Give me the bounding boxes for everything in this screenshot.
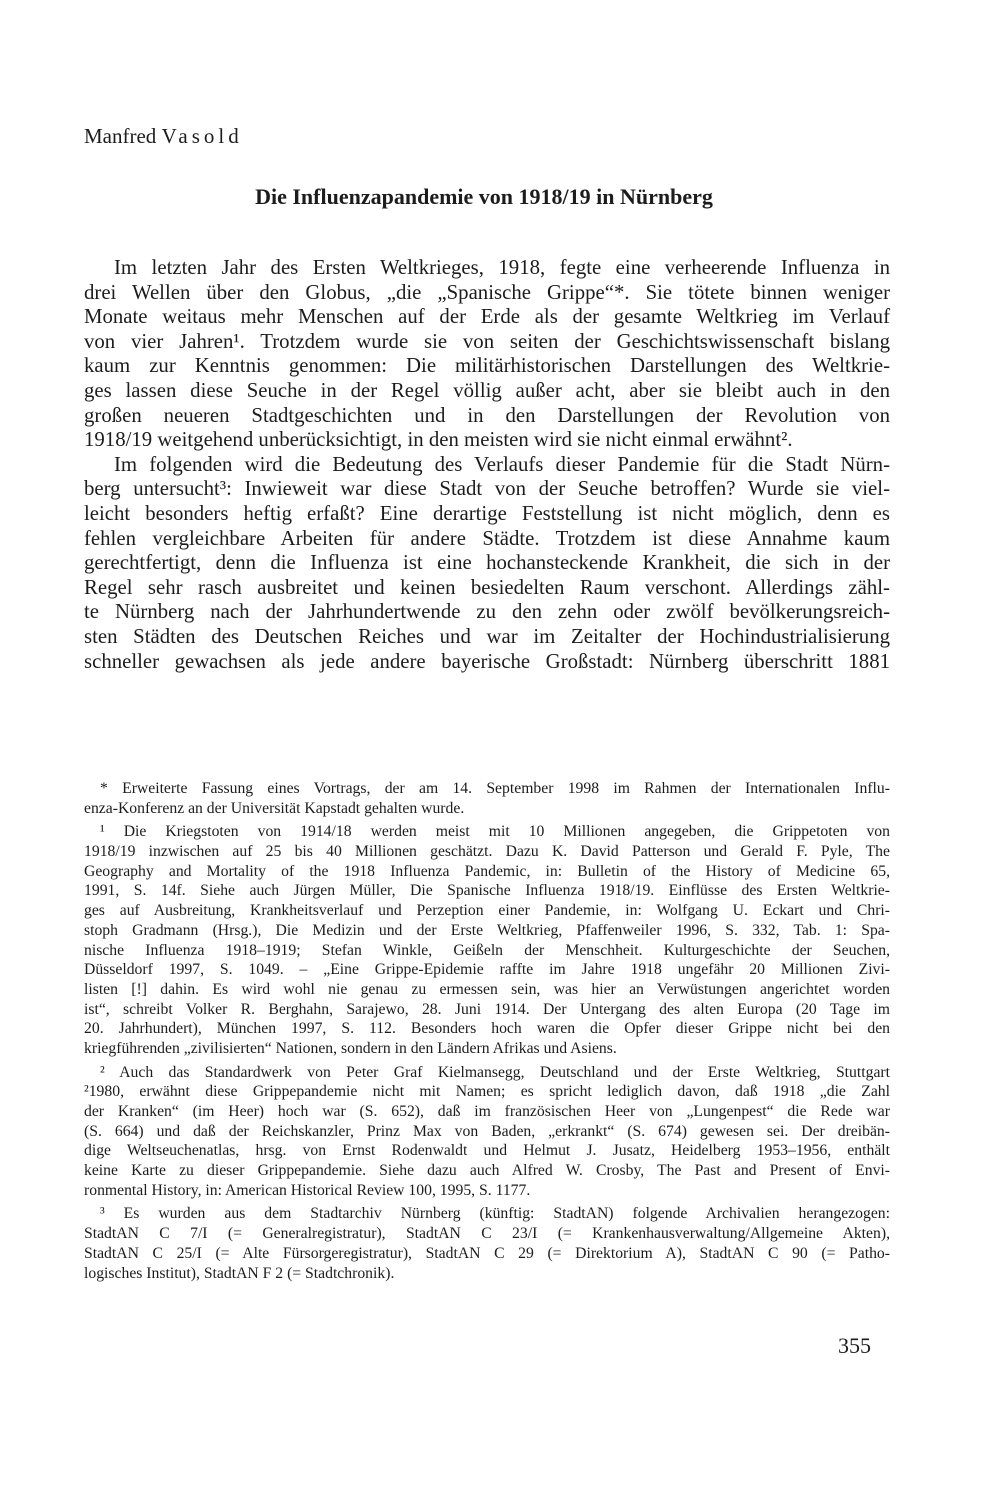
footnote-line: StadtAN C 7/I (= Generalregistratur), StadtAN C 23/I (= Krankenhausverwaltung/Allgemeine Akten), (84, 1225, 890, 1243)
footnote-line: Geography and Mortality of the 1918 Influenza Pandemic, in: Bulletin of the History of Medicine 65, (84, 862, 890, 880)
body-line: ges lassen diese Seuche in der Regel völlig außer acht, aber sie bleibt auch in den (84, 378, 890, 402)
article-title: Die Influenzapandemie von 1918/19 in Nürnberg (255, 184, 713, 209)
body-line: schneller gewachsen als jede andere bayerische Großstadt: Nürnberg überschritt 1881 (84, 649, 890, 673)
footnote-line: kriegführenden „zivilisierten“ Nationen, sondern in den Ländern Afrikas und Asiens. (84, 1039, 617, 1057)
body-line: drei Wellen über den Globus, „die „Spanische Grippe“*. Sie tötete binnen weniger (84, 280, 890, 304)
footnote-line: dige Weltseuchenatlas, hrsg. von Ernst Rodenwaldt und Helmut J. Jusatz, Heidelberg 1953–1956, enthält (84, 1142, 890, 1160)
body-text (84, 256, 890, 674)
footnotes (84, 779, 890, 1283)
body-line: 1918/19 weitgehend unberücksichtigt, in den meisten wird sie nicht einmal erwähnt². (84, 428, 793, 452)
body-line: großen neueren Stadtgeschichten und in den Darstellungen der Revolution von (84, 403, 890, 427)
footnote-line: (S. 664) und daß der Reichskanzler, Prinz Max von Baden, „erkrankt“ (S. 674) gewesen sei. Der dreibän- (84, 1122, 890, 1140)
body-line: kaum zur Kenntnis genommen: Die militärhistorischen Darstellungen des Weltkrie- (84, 354, 890, 378)
footnote-line: listen [!] dahin. Es wird wohl nie genau zu ermessen sein, was hier an Verwüstungen angerichtet worden (84, 980, 890, 998)
author-name (84, 124, 243, 149)
footnote-line: ¹ Die Kriegstoten von 1914/18 werden meist mit 10 Millionen angegeben, die Grippetoten von (100, 823, 890, 841)
footnote-line: ³ Es wurden aus dem Stadtarchiv Nürnberg (künftig: StadtAN) folgende Archivalien herangezogen: (100, 1205, 890, 1223)
footnote-line: ges auf Ausbreitung, Krankheitsverlauf und Perzeption einer Pandemie, in: Wolfgang U. Eckart und Chri- (84, 902, 890, 920)
footnote-line: * Erweiterte Fassung eines Vortrags, der am 14. September 1998 im Rahmen der Internationalen Influ- (100, 780, 890, 797)
footnote-line: ist“, schreibt Volker R. Berghahn, Sarajewo, 28. Juni 1914. Der Untergang des alten Europa (20 Tage im (84, 1000, 890, 1018)
body-line: sten Städten des Deutschen Reiches und war im Zeitalter der Hochindustrialisierung (84, 624, 890, 648)
body-line: gerechtfertigt, denn die Influenza ist eine hochansteckende Krankheit, die sich in der (84, 551, 890, 575)
body-line: Monate weitaus mehr Menschen auf der Erde als der gesamte Weltkrieg im Verlauf (84, 305, 890, 329)
page-number: 355 (838, 1333, 871, 1358)
footnote-line: nische Influenza 1918–1919; Stefan Winkle, Geißeln der Menschheit. Kulturgeschichte der Seuchen, (84, 941, 890, 959)
body-line: leicht besonders heftig erfaßt? Eine derartige Feststellung ist nicht möglich, denn es (84, 501, 890, 525)
author-last-name: Vasold (161, 124, 243, 148)
body-line: Im letzten Jahr des Ersten Weltkrieges, 1918, fegte eine verheerende Influenza in (114, 256, 890, 279)
footnote-line: ²1980, erwähnt diese Grippepandemie nicht mit Namen; es spricht lediglich davon, daß 1918 „die Zahl (84, 1083, 890, 1101)
body-line: Regel sehr rasch ausbreitet und keinen besiedelten Raum verschont. Allerdings zähl- (84, 575, 890, 599)
body-line: te Nürnberg nach der Jahrhundertwende zu den zehn oder zwölf bevölkerungsreich- (84, 600, 890, 624)
footnote-line: ronmental History, in: American Historical Review 100, 1995, S. 1177. (84, 1181, 531, 1199)
footnote-line: logisches Institut), StadtAN F 2 (= Stadtchronik). (84, 1264, 395, 1282)
footnote-line: stoph Gradmann (Hrsg.), Die Medizin und der Erste Weltkrieg, Pfaffenweiler 1996, S. 332, Tab. 1: Spa- (84, 921, 890, 939)
body-line: fehlen vergleichbare Arbeiten für andere Städte. Trotzdem ist diese Annahme kaum (84, 526, 890, 550)
footnote-line: 20. Jahrhundert), München 1997, S. 112. Besonders hoch waren die Opfer dieser Grippe nicht bei den (84, 1020, 890, 1038)
body-line: von vier Jahren¹. Trotzdem wurde sie von seiten der Geschichtswissenschaft bislang (84, 329, 890, 353)
footnote-line: 1991, S. 14f. Siehe auch Jürgen Müller, Die Spanische Influenza 1918/19. Einflüsse des Ersten Weltkrie- (84, 882, 890, 900)
footnote-line: Düsseldorf 1997, S. 1049. – „Eine Grippe-Epidemie raffte im Jahre 1918 ungefähr 20 Millionen Zivi- (84, 961, 890, 979)
footnote-line: enza-Konferenz an der Universität Kapstadt gehalten wurde. (84, 799, 465, 817)
body-line: berg untersucht³: Inwieweit war diese Stadt von der Seuche betroffen? Wurde sie viel- (84, 477, 890, 501)
footnote-line: 1918/19 inzwischen auf 25 bis 40 Millionen geschätzt. Dazu K. David Patterson und Gerald F. Pyle, The (84, 843, 890, 861)
footnote-line: StadtAN C 25/I (= Alte Fürsorgeregistratur), StadtAN C 29 (= Direktorium A), StadtAN C 90 (= Patho- (84, 1244, 890, 1262)
footnote-line: der Kranken“ (im Heer) hoch war (S. 652), daß im französischen Heer von „Lungenpest“ die Rede war (84, 1103, 890, 1120)
body-line: Im folgenden wird die Bedeutung des Verlaufs dieser Pandemie für die Stadt Nürn- (114, 452, 890, 476)
author-first-name: Manfred (84, 124, 157, 148)
footnote-line: ² Auch das Standardwerk von Peter Graf Kielmansegg, Deutschland und der Erste Weltkrieg, Stuttgart (100, 1063, 890, 1081)
footnote-line: keine Karte zu dieser Grippepandemie. Siehe dazu auch Alfred W. Crosby, The Past and Present of Envi- (84, 1162, 890, 1180)
